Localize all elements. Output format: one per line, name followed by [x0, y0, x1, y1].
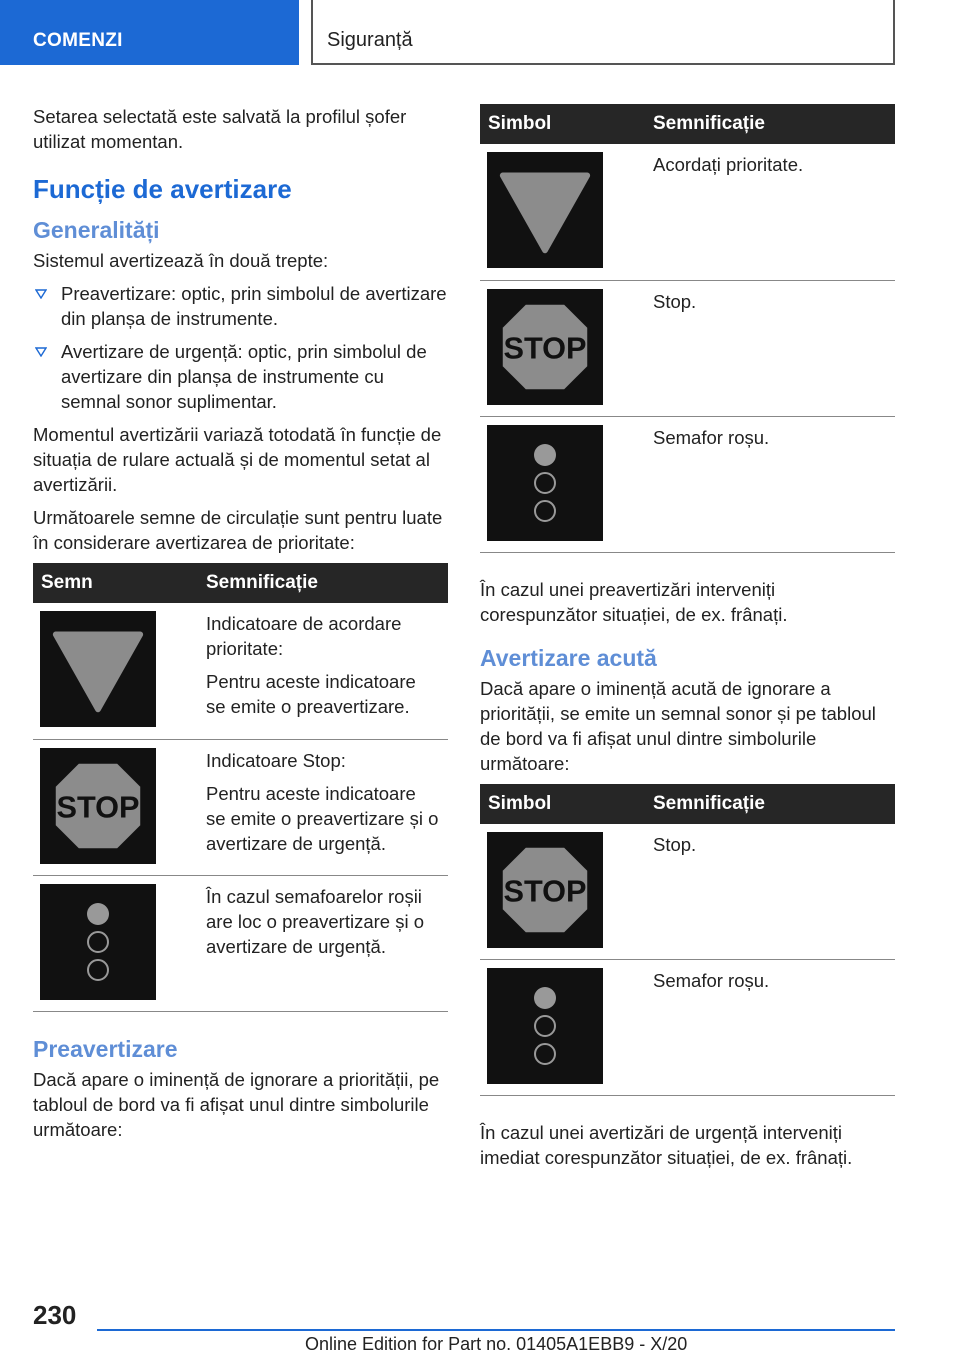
- list-item: Avertizare de urgență: optic, prin simbolul de avertizare din planșa de instrumente cu semnal sonor suplimentar.: [33, 339, 448, 414]
- svg-text:STOP: STOP: [56, 789, 140, 825]
- section-title: COMENZI: [33, 30, 123, 51]
- signs-table: [33, 563, 448, 1012]
- right-column: [480, 104, 895, 1178]
- header-section-tab: [0, 0, 299, 65]
- yield-sign-icon: [40, 611, 156, 727]
- list-item: Preavertizare: optic, prin simbolul de avertizare din planșa de instrumente.: [33, 281, 448, 331]
- table-header-cell: Semn: [33, 563, 198, 603]
- heading-prewarning: Preavertizare: [33, 1035, 178, 1062]
- table-cell-text: Semafor roșu.: [653, 426, 770, 448]
- table-row: [480, 824, 895, 960]
- yield-sign-icon: [487, 152, 603, 268]
- table-row: [480, 416, 895, 552]
- table-header-cell: Semnificație: [645, 104, 895, 144]
- stop-sign-icon: [487, 832, 603, 948]
- table-cell-text: Pentru aceste indicatoare se emite o preavertizare.: [206, 671, 416, 717]
- traffic-light-icon: [487, 968, 603, 1084]
- acute-paragraph: Dacă apare o iminență acută de ignorare a priorității, se emite un semnal sonor și pe tabloul de bord va fi afișat unul dintre simbolurile următoare:: [480, 677, 876, 774]
- stop-sign-icon: [487, 289, 603, 405]
- edition-text: Online Edition for Part no. 01405A1EBB9 - X/20: [305, 1334, 688, 1354]
- table-header-cell: Semnificație: [645, 784, 895, 824]
- table-header-row: [480, 784, 895, 824]
- table-cell-text: Stop.: [653, 833, 697, 855]
- table-row: [33, 739, 448, 875]
- table-cell-text: Acordați prioritate.: [653, 154, 804, 175]
- bullet-triangle-icon: [35, 347, 47, 357]
- svg-text:STOP: STOP: [503, 330, 587, 366]
- table-header-row: [33, 563, 448, 603]
- traffic-light-icon: [40, 884, 156, 1000]
- stage-list: [33, 281, 448, 414]
- signs-paragraph: Următoarele semne de circulație sunt pentru luate în considerare avertizarea de prioritate:: [33, 507, 443, 553]
- intervene-paragraph: În cazul unei preavertizări interveniți corespunzător situației, de ex. frânați.: [480, 578, 788, 625]
- svg-text:STOP: STOP: [503, 873, 587, 909]
- table-cell-text: Indicatoare Stop:: [206, 749, 346, 771]
- table-cell-text: Stop.: [653, 290, 697, 312]
- moment-paragraph: Momentul avertizării variază totodată în funcție de situația de rulare actuală și de momentul setat al avertizării.: [33, 424, 442, 495]
- page-number: 230: [33, 1300, 77, 1330]
- table-header-cell: Simbol: [480, 784, 645, 824]
- left-column: [33, 104, 448, 1150]
- header-chapter-box: [311, 0, 895, 65]
- traffic-light-icon: [487, 425, 603, 541]
- table-row: [480, 960, 895, 1096]
- stop-sign-icon: [40, 748, 156, 864]
- prewarning-paragraph: Dacă apare o iminență de ignorare a priorității, pe tabloul de bord va fi afișat unul dintre simbolurile următoare:: [33, 1068, 440, 1140]
- acute-symbols-table: [480, 784, 895, 1097]
- table-header-row: [480, 104, 895, 144]
- stages-paragraph: Sistemul avertizează în două trepte:: [33, 250, 329, 271]
- table-header-cell: Semnificație: [198, 563, 448, 603]
- prewarning-symbols-table: [480, 104, 895, 553]
- bullet-triangle-icon: [35, 289, 47, 299]
- table-cell-text: Pentru aceste indicatoare se emite o preavertizare și o avertizare de urgență.: [206, 782, 439, 854]
- urgent-paragraph: În cazul unei avertizări de urgență interveniți imediat corespunzător situației, de ex. frânați.: [480, 1122, 853, 1168]
- heading-warning-function: Funcție de avertizare: [33, 174, 292, 204]
- table-row: [480, 144, 895, 280]
- heading-acute-warning: Avertizare acută: [480, 644, 657, 671]
- table-row: [33, 603, 448, 739]
- chapter-title: Siguranță: [327, 29, 413, 51]
- table-cell-text: Indicatoare de acordare prioritate:: [206, 613, 402, 659]
- table-row: [33, 875, 448, 1011]
- table-row: [480, 280, 895, 416]
- footer-divider: [97, 1329, 895, 1331]
- heading-general: Generalități: [33, 217, 160, 243]
- intro-paragraph: Setarea selectată este salvată la profilul șofer utilizat momentan.: [33, 106, 407, 152]
- table-cell-text: Semafor roșu.: [653, 970, 770, 991]
- table-cell-text: În cazul semafoarelor roșii are loc o preavertizare și o avertizare de urgență.: [206, 885, 424, 957]
- table-header-cell: Simbol: [480, 104, 645, 144]
